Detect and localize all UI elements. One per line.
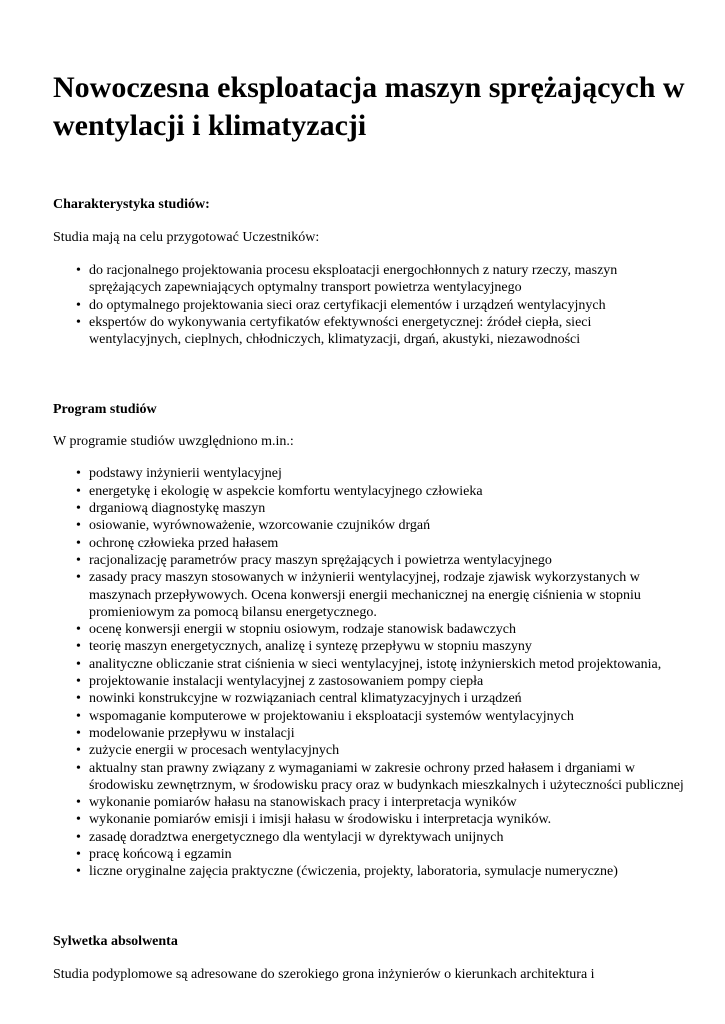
list-item: • liczne oryginalne zajęcia praktyczne (ćwiczenia, projekty, laboratoria, symulacje numeryczne)	[53, 863, 685, 880]
list-item: • wykonanie pomiarów emisji i imisji hałasu w środowisku i interpretacja wyników.	[53, 811, 685, 828]
list-item: • nowinki konstrukcyjne w rozwiązaniach central klimatyzacyjnych i urządzeń	[53, 690, 685, 707]
list-item: • zużycie energii w procesach wentylacyjnych	[53, 742, 685, 759]
program-list	[53, 465, 685, 880]
list-item: • modelowanie przepływu w instalacji	[53, 725, 685, 742]
list-item: • teorię maszyn energetycznych, analizę i syntezę przepływu w stopniu maszyny	[53, 638, 685, 655]
section-heading-graduate: Sylwetka absolwenta	[53, 933, 178, 949]
characteristics-intro: Studia mają na celu przygotować Uczestników:	[53, 230, 320, 245]
list-item: • do racjonalnego projektowania procesu eksploatacji energochłonnych z natury rzeczy, maszyn sprężających zapewniających optymalny transport powietrza wentylacyjnego	[53, 262, 685, 297]
list-item: • projektowanie instalacji wentylacyjnej z zastosowaniem pompy ciepła	[53, 673, 685, 690]
graduate-intro: Studia podyplomowe są adresowane do szerokiego grona inżynierów o kierunkach architektura i	[53, 966, 595, 982]
list-item: • do optymalnego projektowania sieci oraz certyfikacji elementów i urządzeń wentylacyjnych	[53, 297, 685, 314]
program-intro: W programie studiów uwzględniono m.in.:	[53, 434, 294, 450]
page-title: Nowoczesna eksploatacja maszyn sprężających w wentylacji i klimatyzacji	[53, 71, 685, 142]
list-item: • zasadę doradztwa energetycznego dla wentylacji w dyrektywach unijnych	[53, 829, 685, 846]
list-item: • energetykę i ekologię w aspekcie komfortu wentylacyjnego człowieka	[53, 483, 685, 500]
list-item: • osiowanie, wyrównoważenie, wzorcowanie czujników drgań	[53, 517, 685, 534]
characteristics-list	[53, 262, 685, 348]
list-item: • drganiową diagnostykę maszyn	[53, 500, 685, 517]
list-item: • zasady pracy maszyn stosowanych w inżynierii wentylacyjnej, rodzaje zjawisk wykorzystanych w maszynach przepływowych. Ocena konwersji energii mechanicznej na energię ciśnienia w stopniu promieniowym za pomocą bilansu energetycznego.	[53, 569, 685, 621]
list-item: • ocenę konwersji energii w stopniu osiowym, rodzaje stanowisk badawczych	[53, 621, 685, 638]
list-item: • podstawy inżynierii wentylacyjnej	[53, 465, 685, 482]
list-item: • aktualny stan prawny związany z wymaganiami w zakresie ochrony przed hałasem i drganiami w środowisku zewnętrznym, w środowisku pracy oraz w budynkach mieszkalnych i użyteczności publicznej	[53, 760, 685, 795]
list-item: • wykonanie pomiarów hałasu na stanowiskach pracy i interpretacja wyników	[53, 794, 685, 811]
section-heading-program: Program studiów	[53, 402, 157, 418]
list-item: • wspomaganie komputerowe w projektowaniu i eksploatacji systemów wentylacyjnych	[53, 708, 685, 725]
section-heading-characteristics: Charakterystyka studiów:	[53, 197, 210, 212]
list-item: • pracę końcową i egzamin	[53, 846, 685, 863]
list-item: • racjonalizację parametrów pracy maszyn sprężających i powietrza wentylacyjnego	[53, 552, 685, 569]
list-item: • analityczne obliczanie strat ciśnienia w sieci wentylacyjnej, istotę inżynierskich metod projektowania,	[53, 656, 685, 673]
list-item: • ekspertów do wykonywania certyfikatów efektywności energetycznej: źródeł ciepła, sieci wentylacyjnych, cieplnych, chłodniczych, klimatyzacji, drgań, akustyki, niezawodności	[53, 314, 685, 349]
list-item: • ochronę człowieka przed hałasem	[53, 535, 685, 552]
